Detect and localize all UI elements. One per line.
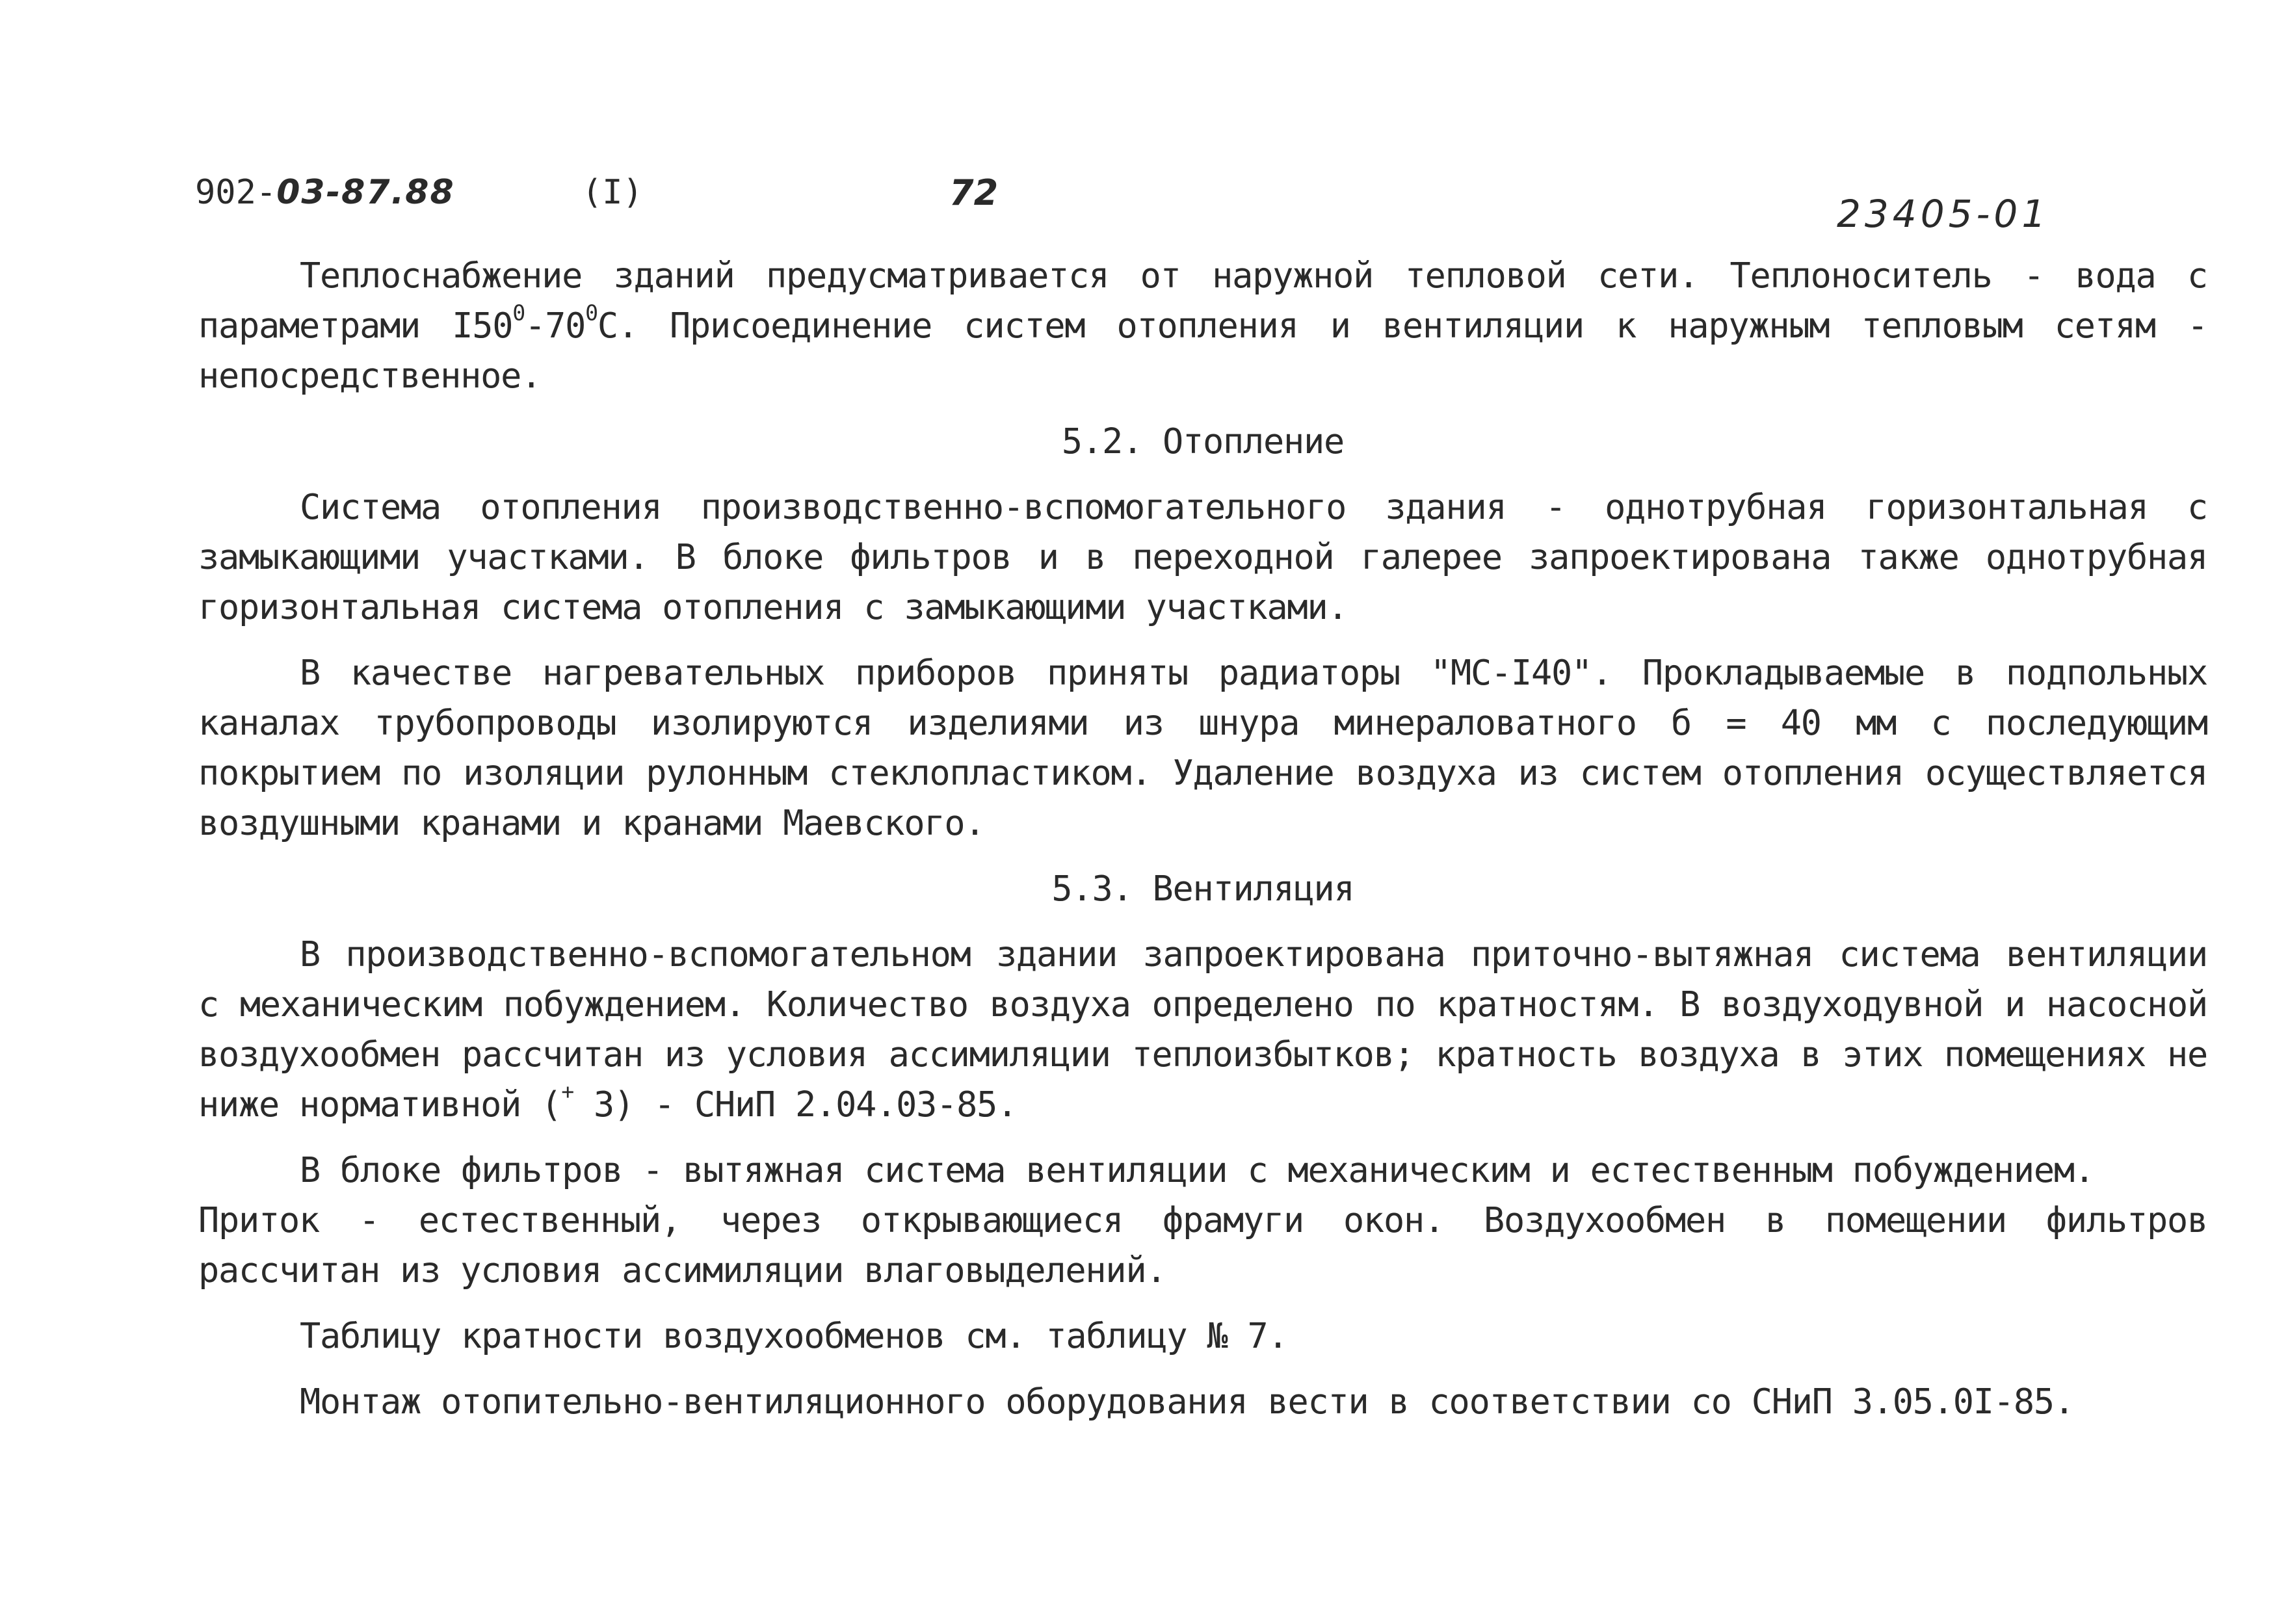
- section-heading-heating: 5.2. Отопление: [1061, 421, 1345, 462]
- inventory-number: 23405-01: [1837, 192, 2050, 236]
- ventilation-text-a: В производственно-вспомогательном здании запроектирована приточно-вытяжная система вентиляции с механическим побуждением. Количество воздуха определено по кратностям. В воздуходувной и насосной воздухообмен рассчитан из условия ассимиляции теплоизбытков; кратность воздуха в этих помещениях не ниже нормативной (: [198, 934, 2207, 1125]
- paragraph-ventilation-system: [198, 929, 2207, 1129]
- degree-superscript: 0: [512, 300, 525, 326]
- page-number: 72: [949, 172, 999, 213]
- heat-supply-text-c: С. Присоединение систем отопления и вентиляции к наружным тепловым сетям - непосредственное.: [198, 305, 2207, 396]
- section-heading-ventilation: 5.3. Вентиляция: [1051, 868, 1354, 909]
- document-code: [195, 173, 455, 212]
- document-code-prefix: 902-: [195, 173, 277, 212]
- paragraph-heating-devices: В качестве нагревательных приборов приняты радиаторы "МС-I40". Прокладываемые в подпольных каналах трубопроводы изолируются изделиями из шнура минераловатного б = 40 мм с последующим покрытием по изоляции рулонным стеклопластиком. Удаление воздуха из систем отопления осуществляется воздушными кранами и кранами Маевского.: [198, 652, 2207, 843]
- paragraph-filter-block: В блоке фильтров - вытяжная система вентиляции с механическим и естественным побуждением.: [300, 1149, 2094, 1190]
- document-body: [198, 250, 2207, 1442]
- plus-minus-superscript: +: [561, 1079, 573, 1105]
- document-code-handwritten: 03-87.88: [276, 173, 455, 212]
- paragraph-heat-supply: [198, 250, 2207, 400]
- sheet-marker: (I): [582, 173, 643, 212]
- heat-supply-text-a: Теплоснабжение зданий предусматривается от наружной тепловой сети. Теплоноситель - вода с параметрами I50: [198, 255, 2207, 346]
- paragraph-inflow: Приток - естественный, через открывающиеся фрамуги окон. Воздухообмен в помещении фильтров рассчитан из условия ассимиляции влаговыделений.: [198, 1199, 2207, 1290]
- paragraph-heating-system: Система отопления производственно-вспомогательного здания - однотрубная горизонтальная с замыкающими участками. В блоке фильтров и в переходной галерее запроектирована также однотрубная горизонтальная система отопления с замыкающими участками.: [198, 486, 2207, 627]
- heat-supply-text-b: -70: [525, 305, 586, 346]
- paragraph-table-reference: Таблицу кратности воздухообменов см. таблицу № 7.: [300, 1315, 1288, 1356]
- paragraph-installation: Монтаж отопительно-вентиляционного оборудования вести в соответствии со СНиП 3.05.0I-85.: [300, 1381, 2074, 1422]
- degree-superscript: 0: [585, 300, 598, 326]
- ventilation-text-b: 3) - СНиП 2.04.03-85.: [573, 1084, 1018, 1125]
